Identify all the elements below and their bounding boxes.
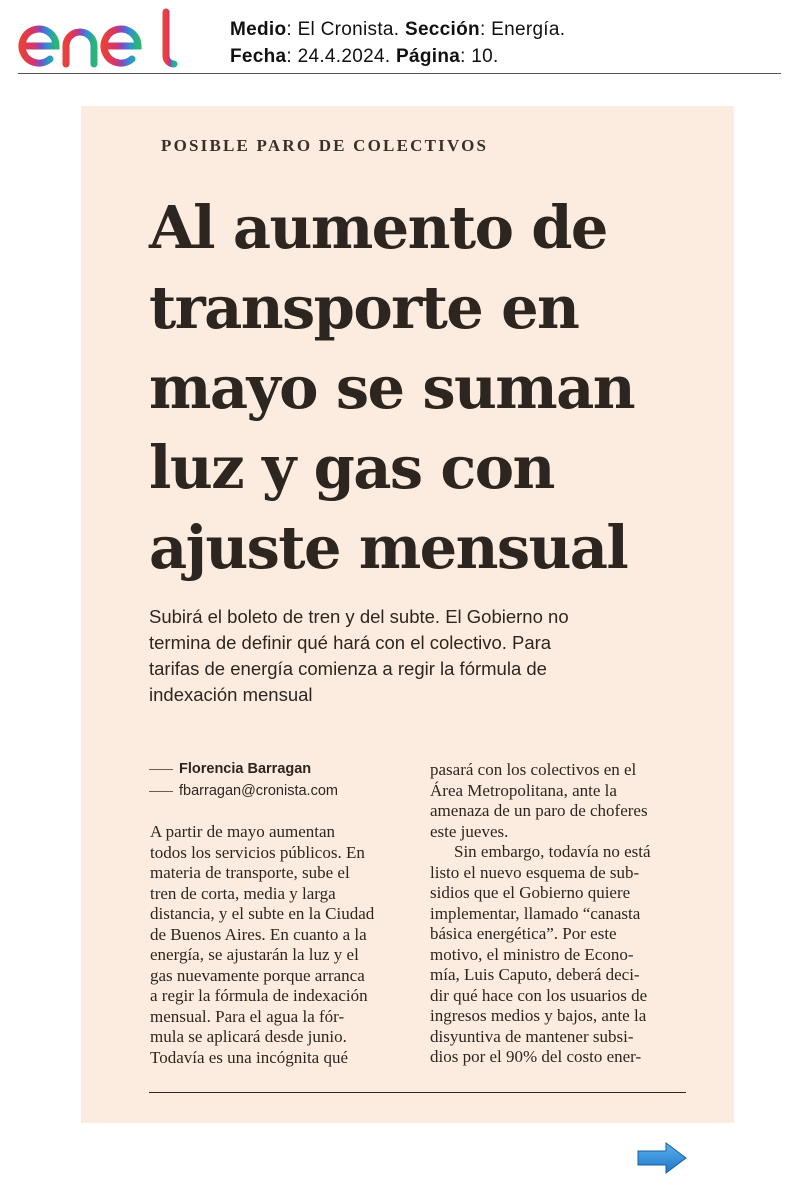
body-line: motivo, el ministro de Econo- xyxy=(430,944,634,964)
body-line: básica energética”. Por este xyxy=(430,924,617,943)
body-line: distancia, y el subte en la Ciudad xyxy=(150,904,375,923)
body-line: listo el nuevo esquema de sub- xyxy=(430,862,640,882)
body-line: Todavía es una incógnita qué xyxy=(150,1047,349,1067)
bottom-divider xyxy=(149,1092,686,1093)
body-line: implementar, llamado “canasta xyxy=(430,903,641,923)
body-line: mía, Luis Caputo, deberá deci- xyxy=(430,965,640,984)
medio-value: El Cronista. xyxy=(297,19,400,40)
body-line: mensual. Para el agua la fór- xyxy=(150,1006,345,1026)
body-line: este jueves. xyxy=(430,821,509,841)
body-line: gas nuevamente porque arranca xyxy=(150,965,365,985)
deck-line: termina de definir qué hará con el colectivo. Para xyxy=(149,632,552,653)
body-line: mula se aplicará desde junio. xyxy=(150,1027,347,1046)
email-row xyxy=(149,780,338,802)
deck-line: Subirá el boleto de tren y del subte. El Gobierno no xyxy=(149,606,569,627)
header-divider xyxy=(18,73,781,74)
body-line: de Buenos Aires. En cuanto a la xyxy=(150,924,367,944)
pagina-label: Página xyxy=(396,46,461,67)
body-line: disyuntiva de mantener subsi- xyxy=(430,1026,634,1046)
byline-dash xyxy=(149,791,173,792)
body-line: ingresos medios y bajos, ante la xyxy=(430,1006,647,1025)
headline-line: mayo se suman xyxy=(149,353,634,422)
body-line: a regir la fórmula de indexación xyxy=(150,986,368,1005)
meta-line-1: Medio: El Cronista. Sección: Energía. xyxy=(230,19,566,40)
body-line: energía, se ajustarán la luz y el xyxy=(150,945,359,964)
body-line: Sin embargo, todavía no está xyxy=(454,842,651,861)
body-line: todos los servicios públicos. En xyxy=(150,842,365,862)
author-email: fbarragan@cronista.com xyxy=(179,783,338,799)
headline-line: luz y gas con xyxy=(149,433,554,502)
kicker: POSIBLE PARO DE COLECTIVOS xyxy=(161,136,489,155)
byline xyxy=(149,758,338,802)
body-column-1 xyxy=(150,822,405,1068)
byline-dash xyxy=(149,769,173,770)
news-clipping xyxy=(81,106,734,1123)
body-line: pasará con los colectivos en el xyxy=(430,760,637,779)
body-line: sidios que el Gobierno quiere xyxy=(430,883,631,902)
seccion-value: Energía. xyxy=(491,19,566,40)
body-column-2 xyxy=(430,760,688,1068)
body-line: amenaza de un paro de choferes xyxy=(430,801,648,820)
author-row xyxy=(149,758,338,780)
headline xyxy=(149,188,709,588)
body-line: Área Metropolitana, ante la xyxy=(430,780,617,800)
headline-line: ajuste mensual xyxy=(149,513,628,582)
body-line: materia de transporte, sube el xyxy=(150,863,350,882)
body-line: A partir de mayo aumentan xyxy=(150,822,336,841)
headline-line: Al aumento de xyxy=(149,193,607,262)
enel-logo xyxy=(18,8,190,70)
fecha-label: Fecha xyxy=(230,46,287,67)
meta-line-2: Fecha: 24.4.2024. Página: 10. xyxy=(230,46,499,67)
body-line: dios por el 90% del costo ener- xyxy=(430,1047,642,1066)
fecha-value: 24.4.2024. xyxy=(297,46,391,67)
seccion-label: Sección xyxy=(404,19,480,40)
medio-label: Medio xyxy=(230,19,287,40)
deck xyxy=(149,604,669,708)
arrow-right-icon[interactable] xyxy=(636,1140,688,1176)
headline-line: transporte en xyxy=(149,273,579,342)
author-name: Florencia Barragan xyxy=(179,761,312,777)
header-meta xyxy=(230,16,565,70)
deck-line: tarifas de energía comienza a regir la fórmula de xyxy=(149,658,547,679)
deck-line: indexación mensual xyxy=(149,684,313,705)
body-line: dir qué hace con los usuarios de xyxy=(430,985,648,1005)
body-line: tren de corta, media y larga xyxy=(150,883,336,903)
pagina-value: 10. xyxy=(471,46,499,67)
